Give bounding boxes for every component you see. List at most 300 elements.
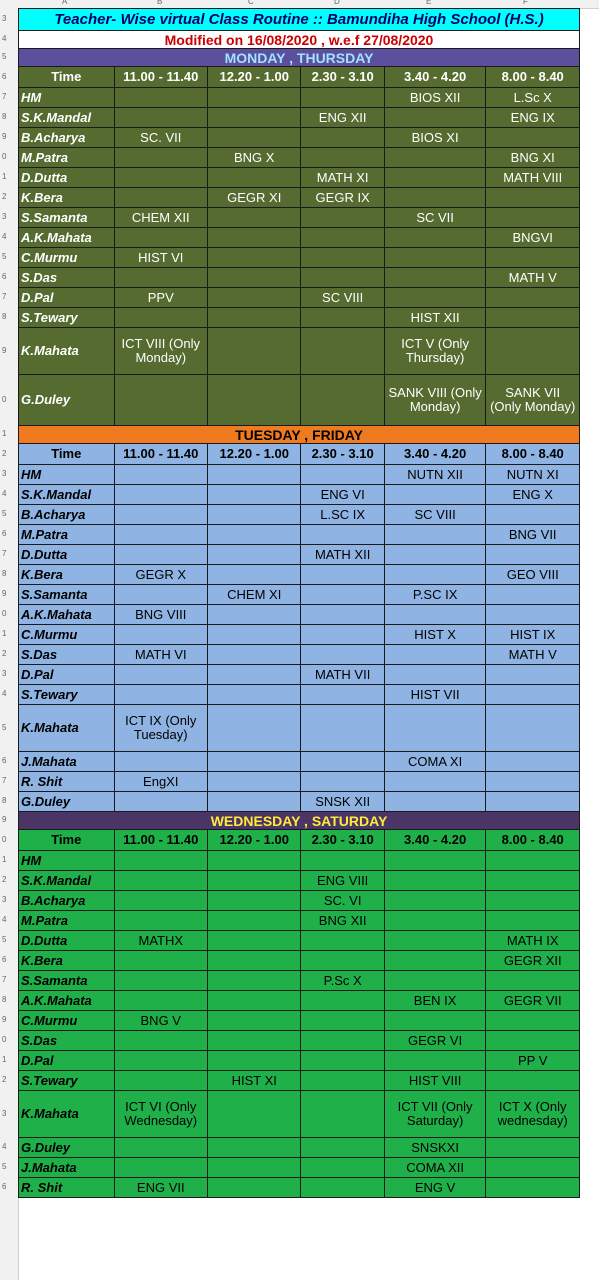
class-cell[interactable] [208,1178,301,1198]
class-cell[interactable] [301,1158,384,1178]
teacher-name-cell[interactable]: S.K.Mandal [19,108,115,128]
class-cell[interactable] [486,685,580,705]
time-slot-header[interactable]: 8.00 - 8.40 [486,67,580,88]
class-cell[interactable] [208,525,301,545]
teacher-name-cell[interactable]: S.Das [19,268,115,288]
class-cell[interactable] [384,792,486,812]
day-header[interactable]: MONDAY , THURSDAY [19,49,580,67]
class-cell[interactable] [208,228,301,248]
class-cell[interactable]: ICT VIII (Only Monday) [114,328,207,375]
class-cell[interactable] [114,188,207,208]
class-cell[interactable]: GEGR XII [486,951,580,971]
teacher-name-cell[interactable]: M.Patra [19,148,115,168]
class-cell[interactable] [114,268,207,288]
class-cell[interactable]: BNG XII [301,911,384,931]
class-cell[interactable] [384,871,486,891]
class-cell[interactable] [208,465,301,485]
class-cell[interactable] [208,248,301,268]
class-cell[interactable]: MATH VI [114,645,207,665]
teacher-name-cell[interactable]: K.Mahata [19,1091,115,1138]
class-cell[interactable] [384,485,486,505]
class-cell[interactable] [208,1051,301,1071]
class-cell[interactable] [384,772,486,792]
class-cell[interactable] [114,88,207,108]
class-cell[interactable]: SC VIII [301,288,384,308]
class-cell[interactable] [486,911,580,931]
class-cell[interactable] [114,951,207,971]
class-cell[interactable] [114,148,207,168]
class-cell[interactable] [208,268,301,288]
teacher-name-cell[interactable]: K.Bera [19,565,115,585]
class-cell[interactable] [384,168,486,188]
class-cell[interactable] [208,625,301,645]
day-header[interactable]: WEDNESDAY , SATURDAY [19,812,580,830]
class-cell[interactable] [486,1138,580,1158]
teacher-name-cell[interactable]: B.Acharya [19,505,115,525]
class-cell[interactable] [114,228,207,248]
class-cell[interactable]: BIOS XII [384,88,486,108]
class-cell[interactable]: MATH V [486,268,580,288]
class-cell[interactable]: SC. VI [301,891,384,911]
teacher-name-cell[interactable]: K.Mahata [19,328,115,375]
modified-date[interactable]: Modified on 16/08/2020 , w.e.f 27/08/2020 [19,31,580,49]
teacher-name-cell[interactable]: G.Duley [19,1138,115,1158]
class-cell[interactable] [114,168,207,188]
teacher-name-cell[interactable]: C.Murmu [19,248,115,268]
class-cell[interactable]: L.SC IX [301,505,384,525]
class-cell[interactable] [114,792,207,812]
teacher-name-cell[interactable]: G.Duley [19,792,115,812]
class-cell[interactable]: BEN IX [384,991,486,1011]
teacher-name-cell[interactable]: S.Das [19,1031,115,1051]
class-cell[interactable] [486,605,580,625]
teacher-name-cell[interactable]: HM [19,88,115,108]
teacher-name-cell[interactable]: J.Mahata [19,1158,115,1178]
class-cell[interactable] [384,108,486,128]
class-cell[interactable] [208,208,301,228]
class-cell[interactable] [114,375,207,426]
class-cell[interactable] [486,128,580,148]
class-cell[interactable] [384,268,486,288]
class-cell[interactable] [301,685,384,705]
teacher-name-cell[interactable]: A.K.Mahata [19,228,115,248]
class-cell[interactable] [301,851,384,871]
class-cell[interactable] [384,525,486,545]
class-cell[interactable] [114,625,207,645]
time-slot-header[interactable]: 2.30 - 3.10 [301,67,384,88]
class-cell[interactable] [301,605,384,625]
class-cell[interactable]: NUTN XII [384,465,486,485]
class-cell[interactable]: MATH XII [301,545,384,565]
class-cell[interactable] [486,772,580,792]
time-slot-header[interactable]: 12.20 - 1.00 [208,67,301,88]
time-label-cell[interactable]: Time [19,444,115,465]
class-cell[interactable] [114,851,207,871]
class-cell[interactable] [301,128,384,148]
class-cell[interactable]: SC. VII [114,128,207,148]
class-cell[interactable] [114,108,207,128]
time-slot-header[interactable]: 3.40 - 4.20 [384,444,486,465]
class-cell[interactable] [384,645,486,665]
class-cell[interactable] [301,525,384,545]
class-cell[interactable] [114,891,207,911]
class-cell[interactable]: SC VIII [384,505,486,525]
time-slot-header[interactable]: 3.40 - 4.20 [384,830,486,851]
class-cell[interactable] [208,752,301,772]
teacher-name-cell[interactable]: B.Acharya [19,128,115,148]
class-cell[interactable] [384,545,486,565]
class-cell[interactable] [208,772,301,792]
teacher-name-cell[interactable]: S.Samanta [19,971,115,991]
teacher-name-cell[interactable]: A.K.Mahata [19,605,115,625]
class-cell[interactable] [208,871,301,891]
class-cell[interactable]: CHEM XII [114,208,207,228]
class-cell[interactable] [114,505,207,525]
class-cell[interactable] [114,485,207,505]
class-cell[interactable]: BNG VIII [114,605,207,625]
class-cell[interactable] [384,665,486,685]
class-cell[interactable]: GEGR VI [384,1031,486,1051]
class-cell[interactable]: GEGR VII [486,991,580,1011]
class-cell[interactable]: SANK VII (Only Monday) [486,375,580,426]
class-cell[interactable] [384,248,486,268]
class-cell[interactable]: HIST XI [208,1071,301,1091]
class-cell[interactable] [114,752,207,772]
class-cell[interactable] [486,1031,580,1051]
teacher-name-cell[interactable]: S.K.Mandal [19,485,115,505]
class-cell[interactable] [114,1051,207,1071]
class-cell[interactable] [486,665,580,685]
time-label-cell[interactable]: Time [19,830,115,851]
class-cell[interactable]: HIST IX [486,625,580,645]
class-cell[interactable] [486,248,580,268]
class-cell[interactable] [301,228,384,248]
teacher-name-cell[interactable]: C.Murmu [19,625,115,645]
class-cell[interactable] [384,851,486,871]
class-cell[interactable] [208,891,301,911]
teacher-name-cell[interactable]: D.Dutta [19,545,115,565]
class-cell[interactable]: COMA XI [384,752,486,772]
class-cell[interactable] [486,208,580,228]
teacher-name-cell[interactable]: S.Samanta [19,585,115,605]
class-cell[interactable] [301,375,384,426]
class-cell[interactable]: GEGR XI [208,188,301,208]
class-cell[interactable]: CHEM XI [208,585,301,605]
class-cell[interactable] [208,991,301,1011]
class-cell[interactable] [114,991,207,1011]
class-cell[interactable] [208,951,301,971]
class-cell[interactable] [301,931,384,951]
teacher-name-cell[interactable]: G.Duley [19,375,115,426]
class-cell[interactable] [114,911,207,931]
class-cell[interactable]: COMA XII [384,1158,486,1178]
teacher-name-cell[interactable]: HM [19,465,115,485]
teacher-name-cell[interactable]: S.Samanta [19,208,115,228]
teacher-name-cell[interactable]: R. Shit [19,772,115,792]
class-cell[interactable] [301,148,384,168]
class-cell[interactable] [486,545,580,565]
class-cell[interactable] [301,565,384,585]
class-cell[interactable] [301,585,384,605]
class-cell[interactable]: BNG XI [486,148,580,168]
class-cell[interactable]: MATH VIII [486,168,580,188]
sheet-title[interactable]: Teacher- Wise virtual Class Routine :: Bamundiha High School (H.S.) [19,9,580,31]
class-cell[interactable] [486,308,580,328]
day-header[interactable]: TUESDAY , FRIDAY [19,426,580,444]
class-cell[interactable]: ENG V [384,1178,486,1198]
class-cell[interactable] [486,1158,580,1178]
class-cell[interactable] [384,705,486,752]
class-cell[interactable]: PP V [486,1051,580,1071]
class-cell[interactable]: SANK VIII (Only Monday) [384,375,486,426]
class-cell[interactable] [208,605,301,625]
class-cell[interactable] [208,565,301,585]
class-cell[interactable] [208,485,301,505]
class-cell[interactable] [208,931,301,951]
class-cell[interactable] [114,665,207,685]
time-slot-header[interactable]: 11.00 - 11.40 [114,830,207,851]
class-cell[interactable] [208,911,301,931]
class-cell[interactable] [114,871,207,891]
class-cell[interactable] [208,328,301,375]
class-cell[interactable] [486,505,580,525]
class-cell[interactable] [301,772,384,792]
class-cell[interactable] [208,792,301,812]
class-cell[interactable] [208,705,301,752]
teacher-name-cell[interactable]: R. Shit [19,1178,115,1198]
class-cell[interactable] [208,1091,301,1138]
class-cell[interactable] [208,308,301,328]
time-slot-header[interactable]: 8.00 - 8.40 [486,830,580,851]
class-cell[interactable]: SC VII [384,208,486,228]
class-cell[interactable] [114,585,207,605]
class-cell[interactable]: GEGR X [114,565,207,585]
class-cell[interactable] [384,565,486,585]
teacher-name-cell[interactable]: HM [19,851,115,871]
class-cell[interactable] [384,288,486,308]
class-cell[interactable] [114,1071,207,1091]
class-cell[interactable] [208,505,301,525]
class-cell[interactable] [114,1138,207,1158]
row-number: 1 [2,855,7,864]
teacher-name-cell[interactable]: S.Tewary [19,308,115,328]
class-cell[interactable] [208,971,301,991]
class-cell[interactable]: BNGVI [486,228,580,248]
teacher-name-cell[interactable]: C.Murmu [19,1011,115,1031]
class-cell[interactable] [208,88,301,108]
class-cell[interactable] [384,891,486,911]
class-cell[interactable] [486,1178,580,1198]
time-slot-header[interactable]: 12.20 - 1.00 [208,830,301,851]
class-cell[interactable]: ICT VII (Only Saturday) [384,1091,486,1138]
class-cell[interactable]: HIST X [384,625,486,645]
class-cell[interactable] [208,851,301,871]
class-cell[interactable] [208,645,301,665]
teacher-name-cell[interactable]: J.Mahata [19,752,115,772]
class-cell[interactable]: ICT IX (Only Tuesday) [114,705,207,752]
class-cell[interactable] [486,792,580,812]
time-slot-header[interactable]: 2.30 - 3.10 [301,830,384,851]
class-cell[interactable]: ICT VI (Only Wednesday) [114,1091,207,1138]
class-cell[interactable] [208,1011,301,1031]
class-cell[interactable]: ENG IX [486,108,580,128]
class-cell[interactable] [301,752,384,772]
class-cell[interactable] [208,545,301,565]
class-cell[interactable] [301,645,384,665]
teacher-name-cell[interactable]: S.Das [19,645,115,665]
teacher-name-cell[interactable]: K.Bera [19,188,115,208]
class-cell[interactable]: MATH IX [486,931,580,951]
teacher-name-cell[interactable]: M.Patra [19,911,115,931]
class-cell[interactable]: NUTN XI [486,465,580,485]
class-cell[interactable] [301,248,384,268]
class-cell[interactable] [486,328,580,375]
class-cell[interactable]: MATH VII [301,665,384,685]
teacher-name-cell[interactable]: D.Pal [19,1051,115,1071]
class-cell[interactable] [301,465,384,485]
class-cell[interactable] [301,1011,384,1031]
class-cell[interactable] [301,208,384,228]
class-cell[interactable] [114,308,207,328]
class-cell[interactable] [384,931,486,951]
class-cell[interactable]: BNG X [208,148,301,168]
time-slot-header[interactable]: 11.00 - 11.40 [114,444,207,465]
class-cell[interactable] [301,1071,384,1091]
class-cell[interactable] [301,328,384,375]
class-cell[interactable] [486,971,580,991]
class-cell[interactable] [486,871,580,891]
class-cell[interactable] [301,705,384,752]
class-cell[interactable]: EngXI [114,772,207,792]
time-slot-header[interactable]: 12.20 - 1.00 [208,444,301,465]
class-cell[interactable] [114,465,207,485]
class-cell[interactable] [384,148,486,168]
time-slot-header[interactable]: 8.00 - 8.40 [486,444,580,465]
teacher-name-cell[interactable]: S.Tewary [19,685,115,705]
class-cell[interactable]: BIOS XI [384,128,486,148]
class-cell[interactable]: SNSK XII [301,792,384,812]
class-cell[interactable]: ENG VIII [301,871,384,891]
class-cell[interactable]: BNG VII [486,525,580,545]
class-cell[interactable]: ENG XII [301,108,384,128]
class-cell[interactable]: ICT V (Only Thursday) [384,328,486,375]
class-cell[interactable] [486,585,580,605]
class-cell[interactable] [486,188,580,208]
class-cell[interactable]: HIST XII [384,308,486,328]
class-cell[interactable] [208,685,301,705]
class-cell[interactable]: MATH XI [301,168,384,188]
class-cell[interactable]: GEGR IX [301,188,384,208]
class-cell[interactable] [114,545,207,565]
class-cell[interactable] [208,288,301,308]
teacher-name-cell[interactable]: S.K.Mandal [19,871,115,891]
class-cell[interactable] [301,625,384,645]
teacher-name-cell[interactable]: S.Tewary [19,1071,115,1091]
class-cell[interactable]: P.SC IX [384,585,486,605]
class-cell[interactable] [486,288,580,308]
class-cell[interactable]: GEO VIII [486,565,580,585]
class-cell[interactable] [301,951,384,971]
class-cell[interactable] [208,108,301,128]
class-cell[interactable] [486,1011,580,1031]
class-cell[interactable] [301,1031,384,1051]
class-cell[interactable] [301,1051,384,1071]
class-cell[interactable] [384,605,486,625]
class-cell[interactable] [208,1138,301,1158]
class-cell[interactable]: ENG VI [301,485,384,505]
class-cell[interactable] [301,1178,384,1198]
teacher-name-cell[interactable]: K.Mahata [19,705,115,752]
class-cell[interactable]: SNSKXI [384,1138,486,1158]
class-cell[interactable] [208,128,301,148]
class-cell[interactable]: ICT X (Only wednesday) [486,1091,580,1138]
class-cell[interactable] [208,1031,301,1051]
class-cell[interactable] [384,911,486,931]
class-cell[interactable]: HIST VII [384,685,486,705]
teacher-name-cell[interactable]: K.Bera [19,951,115,971]
class-cell[interactable] [301,991,384,1011]
class-cell[interactable] [384,1051,486,1071]
class-cell[interactable] [114,685,207,705]
teacher-name-cell[interactable]: D.Pal [19,665,115,685]
teacher-name-cell[interactable]: A.K.Mahata [19,991,115,1011]
class-cell[interactable] [301,308,384,328]
class-cell[interactable] [486,891,580,911]
class-cell[interactable]: HIST VIII [384,1071,486,1091]
teacher-name-cell[interactable]: B.Acharya [19,891,115,911]
class-cell[interactable]: ENG VII [114,1178,207,1198]
class-cell[interactable] [208,665,301,685]
class-cell[interactable]: PPV [114,288,207,308]
class-cell[interactable] [301,88,384,108]
class-cell[interactable] [114,1158,207,1178]
teacher-name-cell[interactable]: D.Pal [19,288,115,308]
class-cell[interactable] [301,1138,384,1158]
class-cell[interactable]: P.Sc X [301,971,384,991]
class-cell[interactable] [384,228,486,248]
class-cell[interactable] [114,525,207,545]
class-cell[interactable]: MATH V [486,645,580,665]
class-cell[interactable] [114,971,207,991]
class-cell[interactable] [384,188,486,208]
time-label-cell[interactable]: Time [19,67,115,88]
class-cell[interactable] [486,752,580,772]
class-cell[interactable] [208,168,301,188]
class-cell[interactable] [208,375,301,426]
class-cell[interactable] [208,1158,301,1178]
class-cell[interactable]: ENG X [486,485,580,505]
class-cell[interactable] [384,1011,486,1031]
class-cell[interactable] [301,1091,384,1138]
class-cell[interactable] [114,1031,207,1051]
class-cell[interactable] [486,1071,580,1091]
class-cell[interactable]: L.Sc X [486,88,580,108]
class-cell[interactable]: MATHX [114,931,207,951]
time-slot-header[interactable]: 3.40 - 4.20 [384,67,486,88]
time-slot-header[interactable]: 2.30 - 3.10 [301,444,384,465]
teacher-name-cell[interactable]: D.Dutta [19,931,115,951]
teacher-name-cell[interactable]: D.Dutta [19,168,115,188]
class-cell[interactable] [384,971,486,991]
teacher-name-cell[interactable]: M.Patra [19,525,115,545]
class-cell[interactable] [301,268,384,288]
class-cell[interactable]: HIST VI [114,248,207,268]
class-cell[interactable] [384,951,486,971]
class-cell[interactable] [486,851,580,871]
class-cell[interactable] [486,705,580,752]
class-cell[interactable]: BNG V [114,1011,207,1031]
time-slot-header[interactable]: 11.00 - 11.40 [114,67,207,88]
